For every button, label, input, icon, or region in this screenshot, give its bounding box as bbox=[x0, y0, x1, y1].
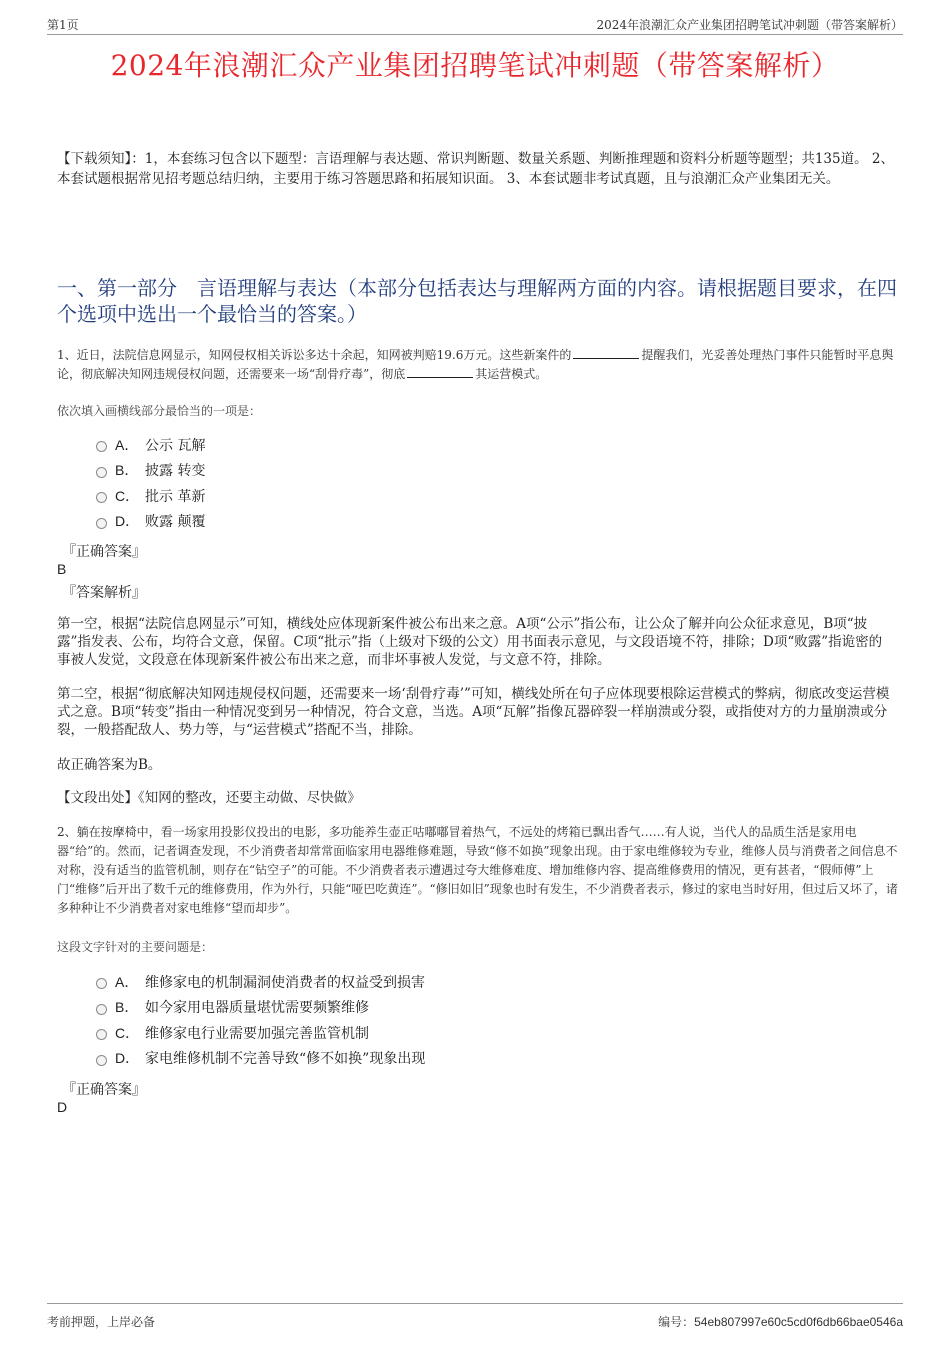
footer-code bbox=[658, 1313, 903, 1330]
option-text: 如今家用电器质量堪忧需要频繁维修 bbox=[145, 1000, 369, 1017]
option-letter: D． bbox=[115, 513, 140, 530]
question-1-option-c[interactable] bbox=[96, 483, 205, 509]
question-2-options bbox=[96, 969, 425, 1071]
question-1-option-b[interactable] bbox=[96, 458, 205, 484]
question-2-answer-label: 『正确答案』 bbox=[62, 1082, 146, 1098]
question-1-text bbox=[57, 346, 898, 384]
question-1-text-part-b: 提醒我们，光妥善处理热门事件只能暂时平息舆论，彻底解决知网违规侵权问题，还需要来一场“刮骨疗毒”，彻底 bbox=[57, 348, 894, 381]
page-number: 第1页 bbox=[47, 18, 79, 32]
question-1-answer: B bbox=[57, 561, 67, 577]
question-2-option-b[interactable] bbox=[96, 995, 425, 1021]
question-2-answer: D bbox=[57, 1099, 68, 1115]
option-letter: A． bbox=[115, 973, 139, 990]
question-2-option-c[interactable] bbox=[96, 1020, 425, 1046]
option-text: 败露 颠覆 bbox=[145, 514, 206, 531]
question-1-answer-label: 『正确答案』 bbox=[62, 544, 146, 560]
section-title: 一、第一部分 言语理解与表达（本部分包括表达与理解两方面的内容。请根据题目要求，在四个选项中选出一个最恰当的答案。） bbox=[57, 276, 897, 326]
radio-button[interactable] bbox=[96, 492, 107, 503]
option-text: 公示 瓦解 bbox=[145, 437, 206, 454]
question-1-source: 【文段出处】《知网的整改，还要主动做、尽快做》 bbox=[57, 790, 361, 806]
option-text: 家电维修机制不完善导致“修不如换”现象出现 bbox=[145, 1051, 426, 1068]
page-footer bbox=[47, 1303, 903, 1329]
question-1-option-d[interactable] bbox=[96, 509, 205, 535]
radio-button[interactable] bbox=[96, 467, 107, 478]
radio-button[interactable] bbox=[96, 1004, 107, 1015]
question-2-option-d[interactable] bbox=[96, 1046, 425, 1072]
option-text: 维修家电行业需要加强完善监管机制 bbox=[145, 1025, 369, 1042]
page-header bbox=[47, 14, 903, 35]
option-text: 披露 转变 bbox=[145, 463, 206, 480]
option-text: 维修家电的机制漏洞使消费者的权益受到损害 bbox=[145, 974, 425, 991]
option-letter: B． bbox=[115, 999, 139, 1016]
option-text: 批示 革新 bbox=[145, 488, 206, 505]
document-title: 2024年浪潮汇众产业集团招聘笔试冲刺题（带答案解析） bbox=[110, 49, 840, 82]
option-letter: B． bbox=[115, 462, 139, 479]
radio-button[interactable] bbox=[96, 441, 107, 452]
question-2-text: 2、躺在按摩椅中，看一场家用投影仪投出的电影，多功能养生壶正咕嘟嘟冒着热气，不远处的烤箱已飘出香气……有人说，当代人的品质生活是家用电器“给”的。然而，记者调查发现，不少消费者却常常面临家用电器维修难题，导致“修不如换”现象出现。由于家电维修较为专业，维修人员与消费者之间信息不对称，没有适当的监管机制，则存在“钻空子”的可能。不少消费者表示遭遇过夸大维修难度、增加维修内容、提高维修费用的情况，更有甚者，“假师傅”上门“维修”后开出了数千元的维修费用，作为外行，只能“哑巴吃黄连”。“修旧如旧”现象也时有发生，不少消费者表示，修过的家电当时好用，但过后又坏了，诸多种种让不少消费者对家电维修“望而却步”。 bbox=[57, 825, 898, 915]
question-1-prompt: 依次填入画横线部分最恰当的一项是： bbox=[57, 404, 262, 418]
question-1-analysis-label: 『答案解析』 bbox=[62, 585, 146, 601]
option-letter: D． bbox=[115, 1050, 140, 1067]
download-notice: 【下载须知】：1，本套练习包含以下题型：言语理解与表达题、常识判断题、数量关系题、判断推理题和资料分析题等题型；共135道。 2、本套试题根据常见招考题总结归纳，主要用于练习答题思路和拓展知识面。 3、本套试题非考试真题，且与浪潮汇众产业集团无关。 bbox=[57, 151, 894, 187]
question-1-options bbox=[96, 432, 205, 534]
radio-button[interactable] bbox=[96, 1055, 107, 1066]
option-letter: C． bbox=[115, 487, 140, 504]
radio-button[interactable] bbox=[96, 978, 107, 989]
option-letter: C． bbox=[115, 1024, 140, 1041]
option-letter: A． bbox=[115, 436, 139, 453]
question-1-text-part-c: 其运营模式。 bbox=[475, 367, 548, 381]
question-1-option-a[interactable] bbox=[96, 432, 205, 458]
question-1-analysis-2: 第二空，根据“彻底解决知网违规侵权问题，还需要来一场‘刮骨疗毒’”可知，横线处所在句子应体现要根除运营模式的弊病，彻底改变运营模式之意。B项“转变”指由一种情况变到另一种情况，符合文意，当选。A项“瓦解”指像瓦器碎裂一样崩溃或分裂，或指使对方的力量崩溃或分裂，一般搭配敌人、势力等，与“运营模式”搭配不当，排除。 bbox=[57, 686, 890, 738]
footer-slogan: 考前押题，上岸必备 bbox=[47, 1315, 156, 1329]
radio-button[interactable] bbox=[96, 1029, 107, 1040]
question-1-text-part-a: 1、近日，法院信息网显示，知网侵权相关诉讼多达十余起，知网被判赔19.6万元。这些新案件的 bbox=[57, 348, 572, 362]
radio-button[interactable] bbox=[96, 518, 107, 529]
footer-code-value: 54eb807997e60c5cd0f6db66bae0546a bbox=[694, 1315, 903, 1329]
header-doc-title: 2024年浪潮汇众产业集团招聘笔试冲刺题（带答案解析） bbox=[596, 18, 903, 32]
footer-code-label: 编号： bbox=[658, 1315, 695, 1329]
question-1-analysis-1: 第一空，根据“法院信息网显示”可知，横线处应体现新案件被公布出来之意。A项“公示”指公布，让公众了解并向公众征求意见，B项“披露”指发表、公布，均符合文意，保留。C项“批示”指（上级对下级的公文）用书面表示意见，与文段语境不符，排除；D项“败露”指诡密的事被人发觉，文段意在体现新案件被公布出来之意，而非坏事被人发觉，与文意不符，排除。 bbox=[57, 616, 883, 668]
blank-1 bbox=[573, 346, 639, 359]
question-1-conclusion: 故正确答案为B。 bbox=[57, 757, 162, 773]
question-2-option-a[interactable] bbox=[96, 969, 425, 995]
question-2-prompt: 这段文字针对的主要问题是： bbox=[57, 940, 214, 954]
blank-2 bbox=[407, 365, 473, 378]
